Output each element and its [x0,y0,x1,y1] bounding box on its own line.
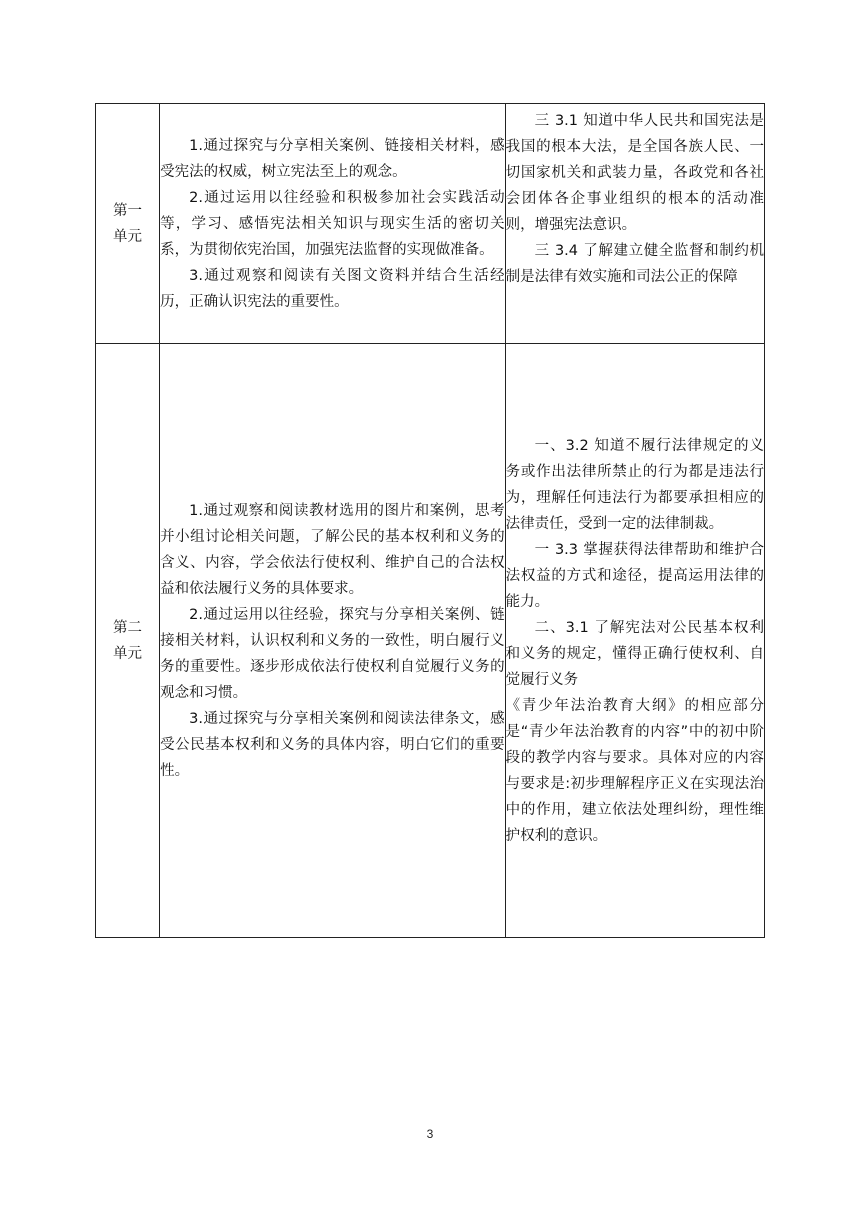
standard-paragraph: 一 3.3 掌握获得法律帮助和维护合法权益的方式和途径，提高运用法律的能力。 [505,541,764,610]
table-row-unit-2 [96,344,765,938]
goal-paragraph: 3.通过探究与分享相关案例和阅读法律条文，感受公民基本权利和义务的具体内容，明白它们的重要性。 [160,710,505,779]
standard-paragraph: 二、3.1 了解宪法对公民基本权利和义务的规定，懂得正确行使权利、自觉履行义务 [505,619,764,688]
unit-label-cell [96,104,160,344]
unit-label-cell [96,344,160,938]
table-row-unit-1 [96,104,765,344]
standard-paragraph: 三 3.4 了解建立健全监督和制约机制是法律有效实施和司法公正的保障 [505,243,764,285]
unit-label-line1: 第一 [113,202,143,219]
standard-paragraph: 三 3.1 知道中华人民共和国宪法是我国的根本大法，是全国各族人民、一切国家机关和武装力量，各政党和各社会团体各企事业组织的根本的活动准则，增强宪法意识。 [505,113,764,233]
goals-cell [160,104,506,344]
unit-label-line1: 第二 [113,619,143,636]
unit-label-line2: 单元 [113,228,143,245]
standard-paragraph: 一、3.2 知道不履行法律规定的义务或作出法律所禁止的行为都是违法行为，理解任何违法行为都要承担相应的法律责任，受到一定的法律制裁。 [505,437,764,532]
page-number: 3 [426,1127,434,1141]
goal-paragraph: 2.通过运用以往经验和积极参加社会实践活动等，学习、感悟宪法相关知识与现实生活的密切关系，为贯彻依宪治国，加强宪法监督的实现做准备。 [160,189,505,258]
standards-cell [505,344,764,938]
goal-paragraph: 1.通过探究与分享相关案例、链接相关材料，感受宪法的权威，树立宪法至上的观念。 [160,137,505,180]
unit-label-line2: 单元 [113,645,143,662]
standard-note: 《青少年法治教育大纲》的相应部分是“青少年法治教育的内容”中的初中阶段的教学内容与要求。具体对应的内容与要求是:初步理解程序正义在实现法治中的作用，建立依法处理纠纷，理性维护权利的意识。 [505,697,764,844]
curriculum-table [95,103,765,938]
goal-paragraph: 3.通过观察和阅读有关图文资料并结合生活经历，正确认识宪法的重要性。 [160,267,505,310]
goals-cell [160,344,506,938]
goal-paragraph: 1.通过观察和阅读教材选用的图片和案例，思考并小组讨论相关问题，了解公民的基本权利和义务的含义、内容，学会依法行使权利、维护自己的合法权益和依法履行义务的具体要求。 [160,502,505,597]
standards-cell [505,104,764,344]
goal-paragraph: 2.通过运用以往经验，探究与分享相关案例、链接相关材料，认识权利和义务的一致性，明白履行义务的重要性。逐步形成依法行使权利自觉履行义务的观念和习惯。 [160,606,505,701]
